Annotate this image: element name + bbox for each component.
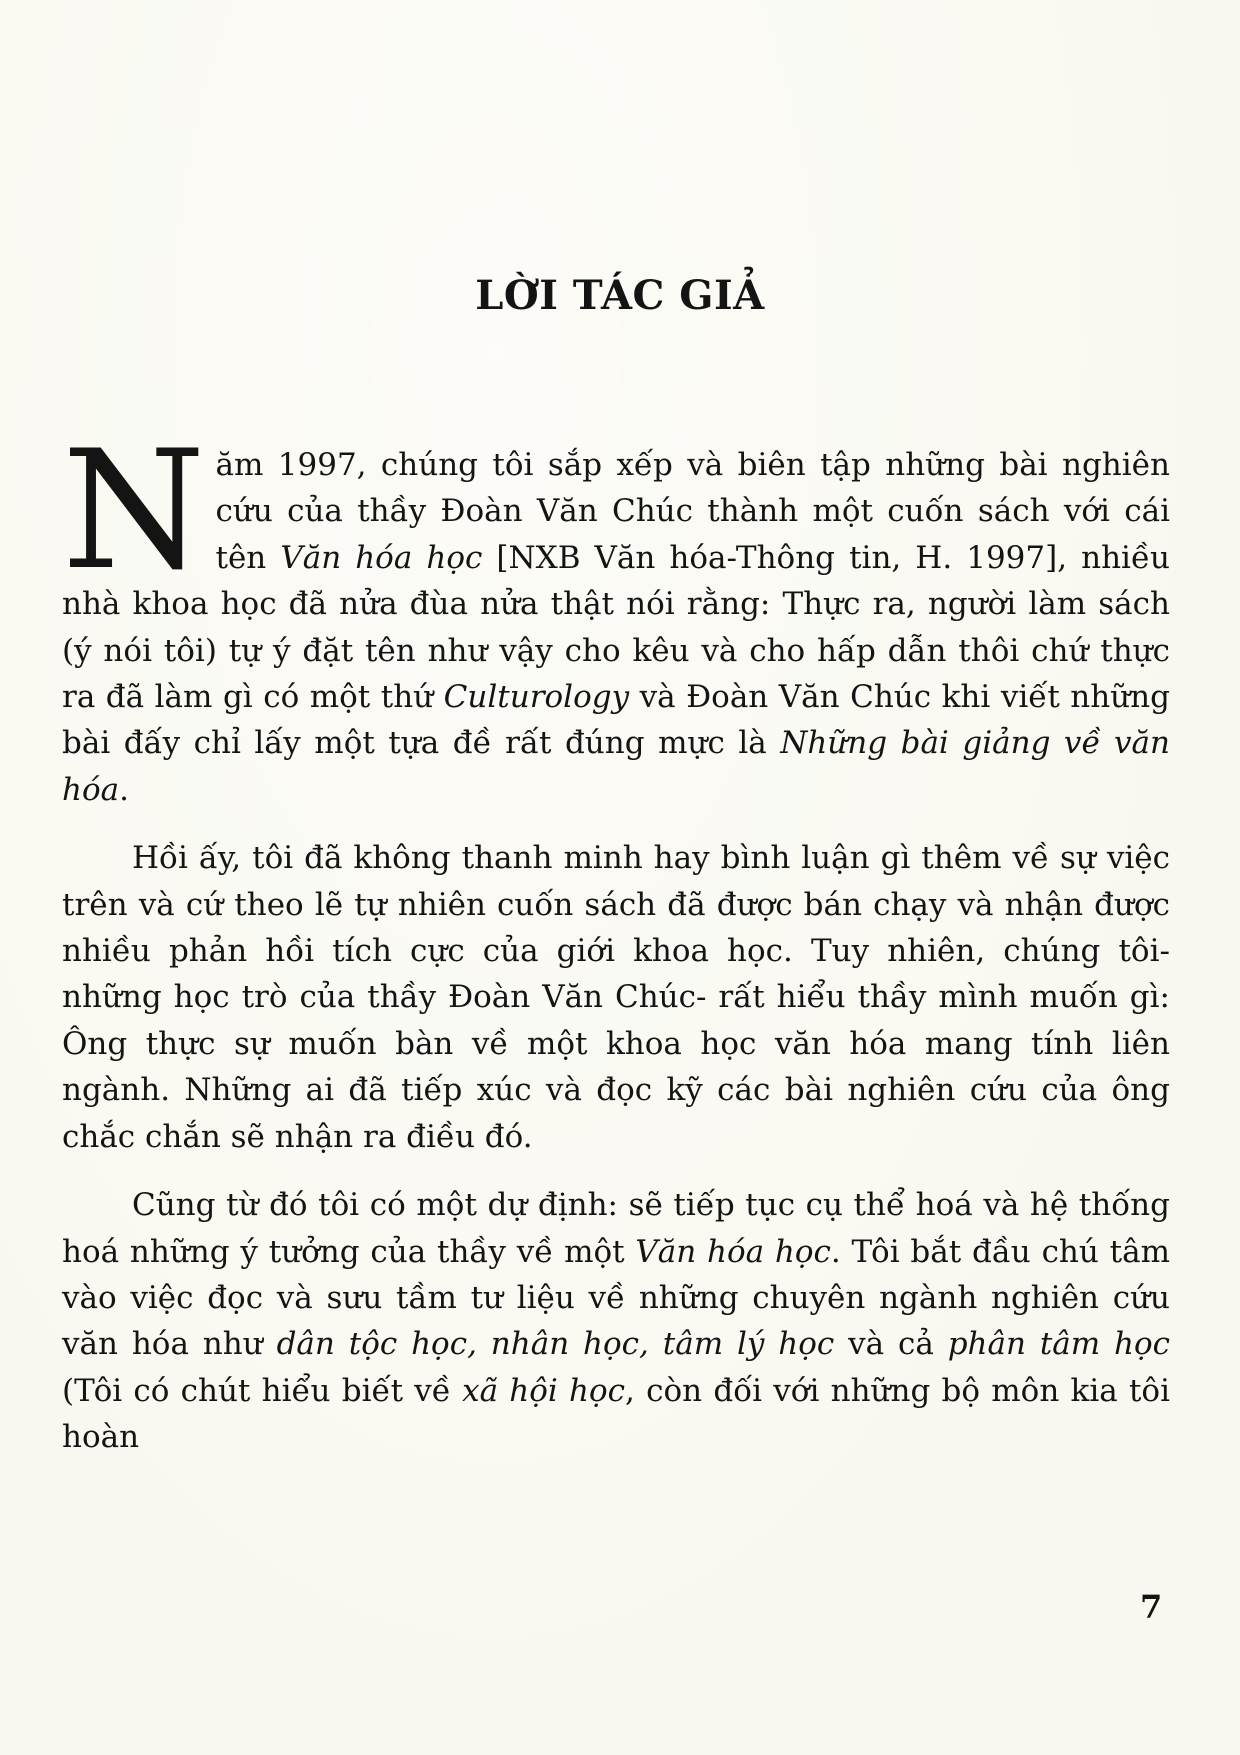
paragraph-3-segment-3: . Tôi bắt đầu chú tâm vào việc đọc và sưu tầm tư liệu về những chuyên ngành nghiên cứu văn hóa như [62, 1233, 1170, 1363]
page-number: 7 [1140, 1588, 1163, 1626]
paragraph-1-segment-5: và Đoàn Văn Chúc khi viết những bài đấy chỉ lấy một tựa đề rất đúng mực là [62, 679, 1170, 762]
paragraph-2-text: Hồi ấy, tôi đã không thanh minh hay bình luận gì thêm về sự việc trên và cứ theo lẽ tự nhiên cuốn sách đã được bán chạy và nhận được nhiều phản hồi tích cực của giới khoa học. Tuy nhiên, chúng tôi- những học trò của thầy Đoàn Văn Chúc- rất hiểu thầy mình muốn gì: Ông thực sự muốn bàn về một khoa học văn hóa mang tính liên ngành. Những ai đã tiếp xúc và đọc kỹ các bài nghiên cứu của ông chắc chắn sẽ nhận ra điều đó. [62, 840, 1170, 1155]
book-title-reference: Văn hóa học [280, 539, 483, 576]
paragraph-3-segment-1: Cũng từ đó tôi có một dự định: sẽ tiếp tục cụ thể hoá và hệ thống hoá những ý tưởng của thầy về một [62, 1187, 1170, 1270]
paragraph-2 [62, 835, 1170, 1160]
psychoanalysis-term: phân tâm học [947, 1326, 1171, 1363]
paragraph-3-segment-7: (Tôi có chút hiểu biết về [62, 1372, 463, 1409]
book-title-reference-2: Văn hóa học [635, 1233, 831, 1270]
drop-cap: N [62, 415, 206, 606]
culturology-term: Culturology [443, 679, 630, 716]
lecture-title-reference: Những bài giảng về văn hóa [62, 725, 1170, 808]
paragraph-1-segment-1: ăm 1997, chúng tôi sắp xếp và biên tập những bài nghiên cứu của thầy Đoàn Văn Chúc thành một cuốn sách với cái tên [215, 447, 1170, 576]
sociology-term: xã hội học [462, 1372, 626, 1409]
disciplines-list: dân tộc học, nhân học, tâm lý học [276, 1326, 835, 1363]
paragraph-3-segment-9: , còn đối với những bộ môn kia tôi hoàn [62, 1372, 1170, 1456]
page-title: LỜI TÁC GIẢ [475, 272, 765, 319]
paragraph-1-segment-7: . [119, 771, 129, 808]
paragraph-3 [62, 1182, 1170, 1460]
paragraph-1-segment-3: [NXB Văn hóa-Thông tin, H. 1997], nhiều nhà khoa học đã nửa đùa nửa thật nói rằng: Thực ra, người làm sách (ý nói tôi) tự ý đặt tên như vậy cho kêu và cho hấp dẫn thôi chứ thực ra đã làm gì có một thứ [62, 539, 1171, 716]
paragraph-1 [62, 415, 1171, 813]
paragraph-3-segment-5: và cả [834, 1326, 948, 1363]
body-text [62, 415, 1171, 1461]
